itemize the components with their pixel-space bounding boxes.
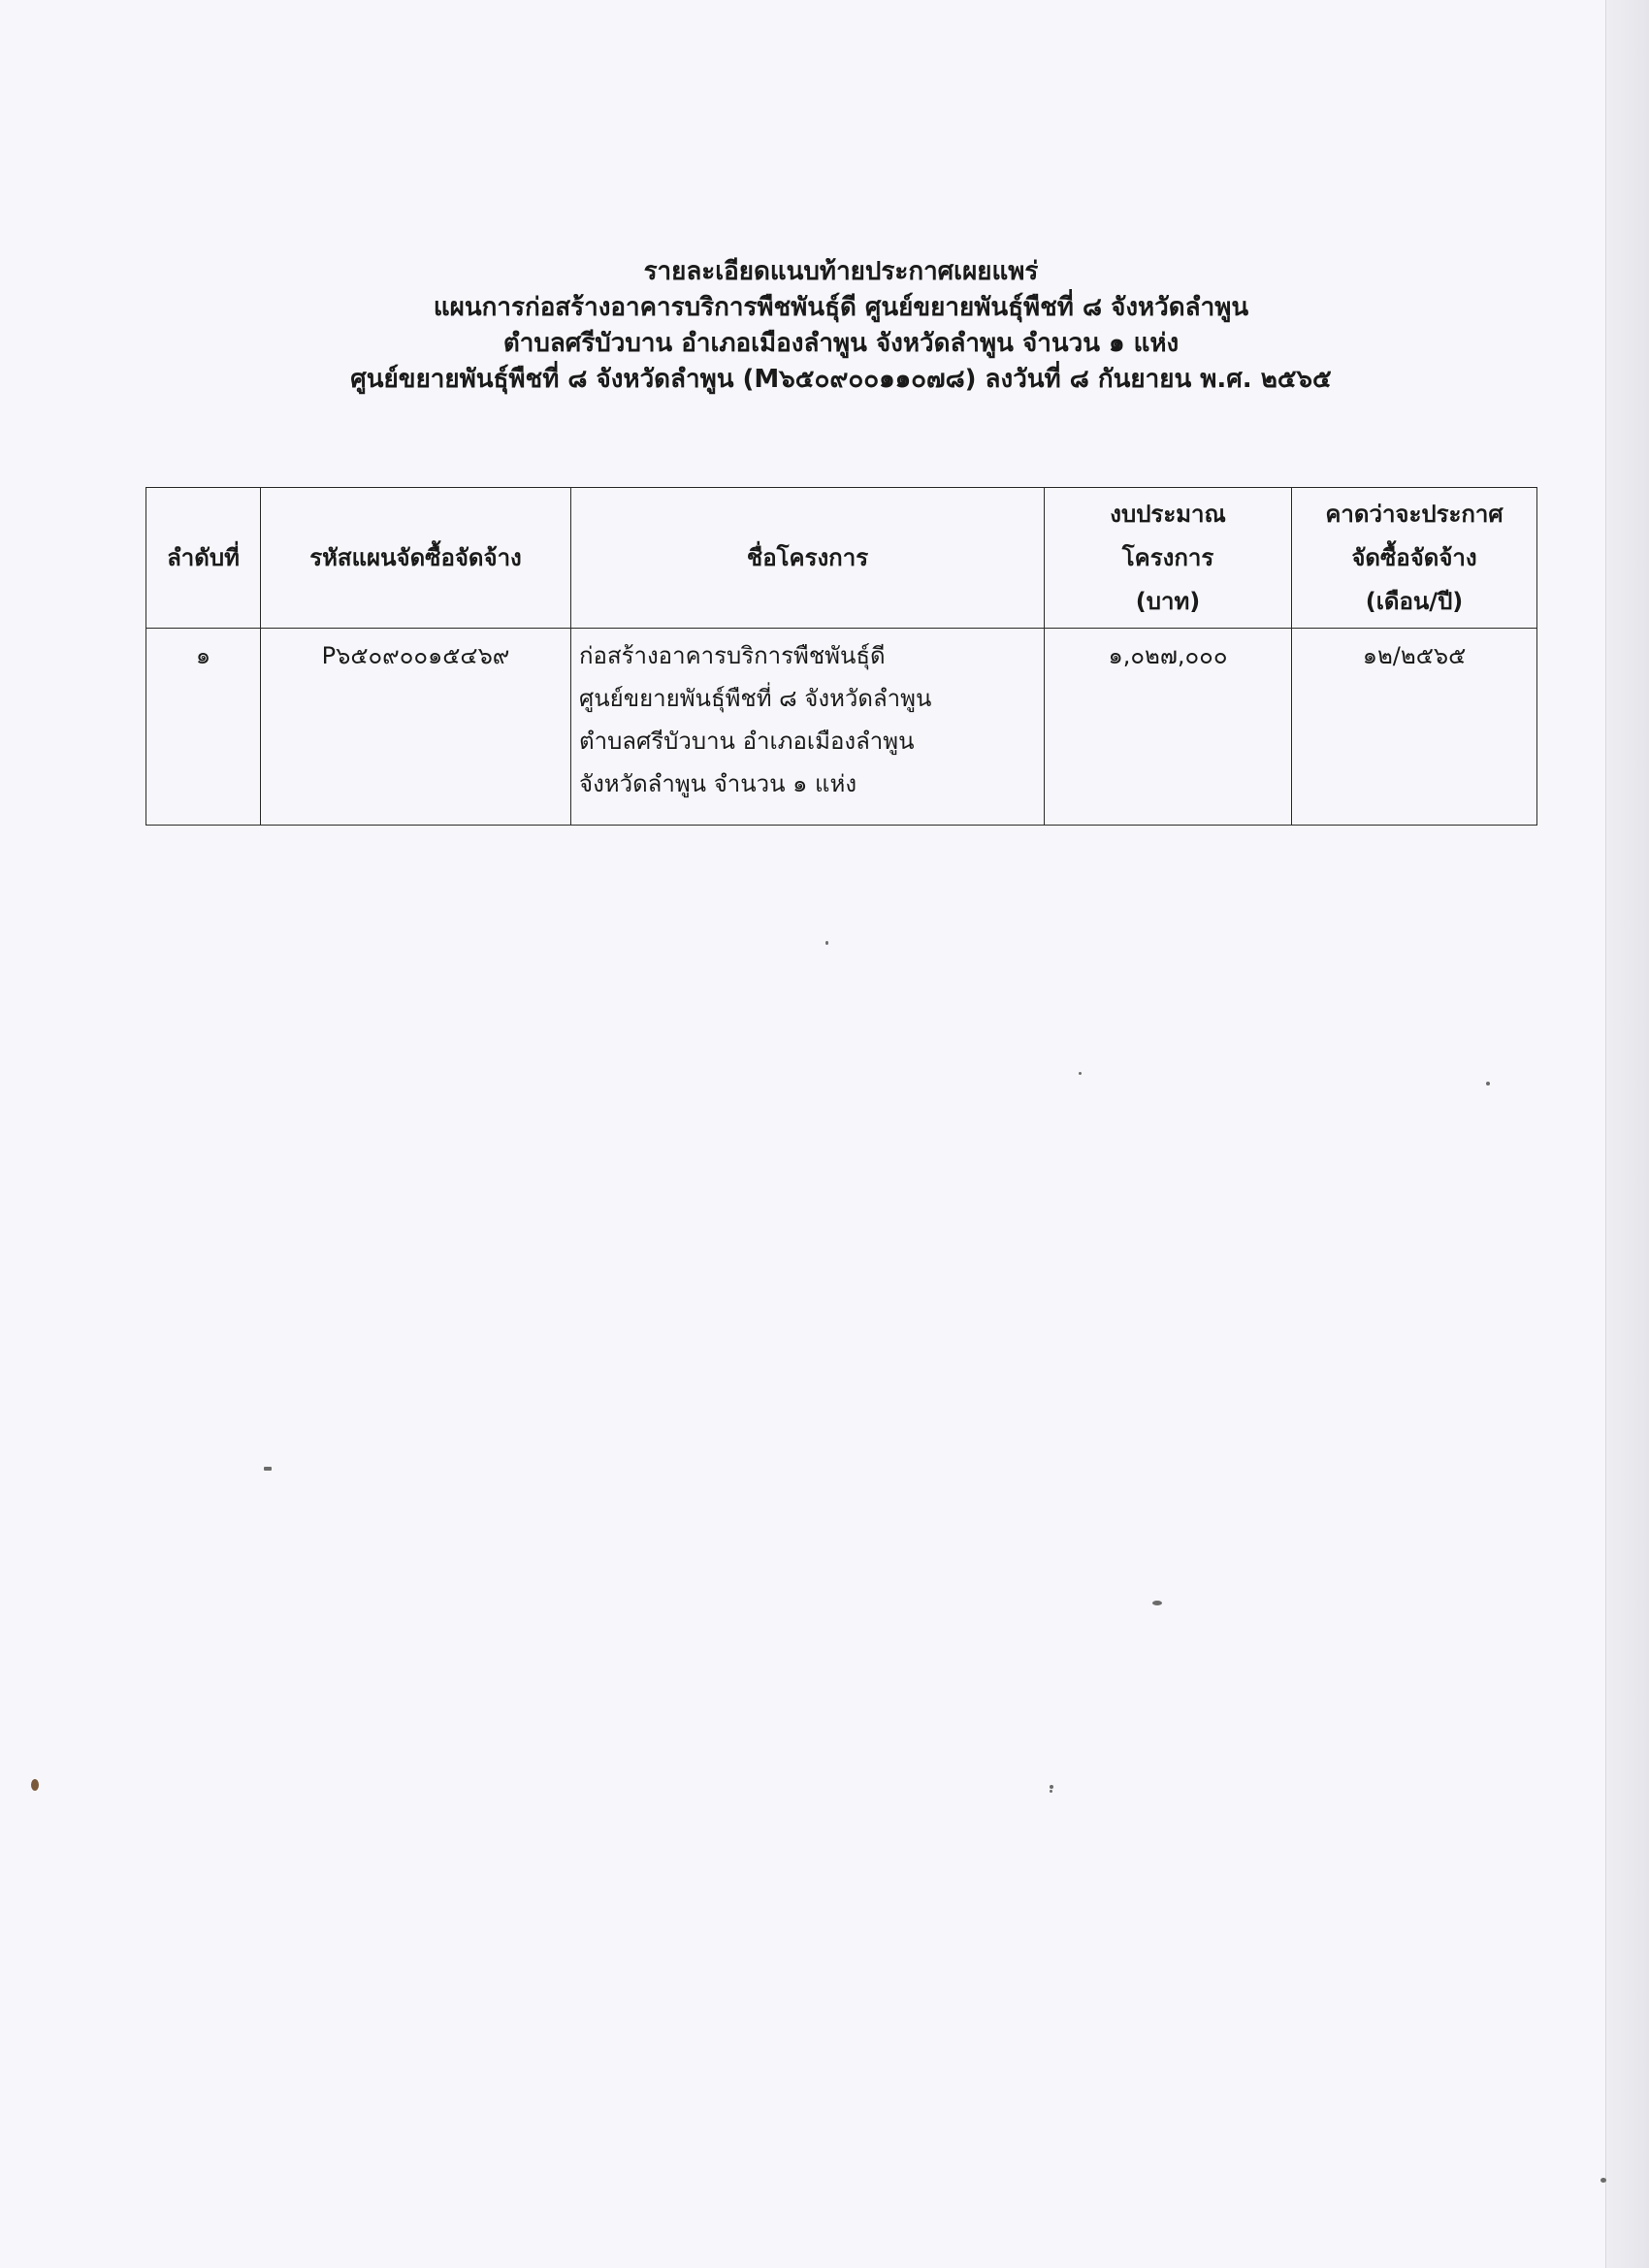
scan-speck [31, 1779, 39, 1791]
header-title: รายละเอียดแนบท้ายประกาศเผยแพร่ [643, 257, 1039, 286]
header-seq: ลำดับที่ [146, 488, 261, 629]
header-plan-name: แผนการก่อสร้างอาคารบริการพืชพันธุ์ดี ศูนย์ขยายพันธุ์พืชที่ ๘ จังหวัดลำพูน [433, 293, 1249, 322]
scan-speck [1152, 1601, 1162, 1605]
scan-speck [1050, 1785, 1053, 1789]
header-expected-line: คาดว่าจะประกาศ [1325, 500, 1504, 528]
header-reference: ศูนย์ขยายพันธุ์พืชที่ ๘ จังหวัดลำพูน (M๖๕๐๙๐๐๑๑๐๗๘) ลงวันที่ ๘ กันยายน พ.ศ. ๒๕๖๕ [350, 365, 1332, 394]
project-name-line: ศูนย์ขยายพันธุ์พืชที่ ๘ จังหวัดลำพูน [579, 685, 932, 712]
header-budget-line: โครงการ [1121, 543, 1214, 571]
scan-speck [1079, 1072, 1082, 1075]
header-expected-line: จัดซื้อจัดจ้าง [1351, 543, 1477, 571]
cell-seq: ๑ [146, 629, 261, 826]
procurement-plan-table [146, 487, 1537, 826]
cell-project-name [571, 629, 1045, 826]
cell-budget: ๑,๐๒๗,๐๐๐ [1045, 629, 1292, 826]
cell-expected-date: ๑๒/๒๕๖๕ [1292, 629, 1537, 826]
cell-plan-code: P๖๕๐๙๐๐๑๕๔๖๙ [261, 629, 571, 826]
header-expected-date [1292, 488, 1537, 629]
header-project-name: ชื่อโครงการ [571, 488, 1045, 629]
scan-speck [1050, 1790, 1052, 1793]
project-name-line: ก่อสร้างอาคารบริการพืชพันธุ์ดี [579, 642, 886, 669]
table-header-row [146, 488, 1537, 629]
header-expected-line: (เดือน/ปี) [1365, 587, 1464, 615]
scan-page-edge [1605, 0, 1649, 2268]
header-budget [1045, 488, 1292, 629]
header-location: ตำบลศรีบัวบาน อำเภอเมืองลำพูน จังหวัดลำพูน จำนวน ๑ แห่ง [502, 329, 1180, 358]
header-plan-code: รหัสแผนจัดซื้อจัดจ้าง [261, 488, 571, 629]
project-name-line: จังหวัดลำพูน จำนวน ๑ แห่ง [579, 770, 857, 797]
header-budget-line: (บาท) [1135, 587, 1201, 615]
scan-speck [264, 1467, 272, 1471]
scan-speck [1600, 2178, 1606, 2183]
scan-speck [825, 941, 828, 945]
project-name-line: ตำบลศรีบัวบาน อำเภอเมืองลำพูน [579, 728, 915, 755]
document-header [146, 254, 1536, 398]
scan-speck [1486, 1082, 1490, 1085]
header-budget-line: งบประมาณ [1110, 500, 1226, 528]
table-row [146, 629, 1537, 826]
